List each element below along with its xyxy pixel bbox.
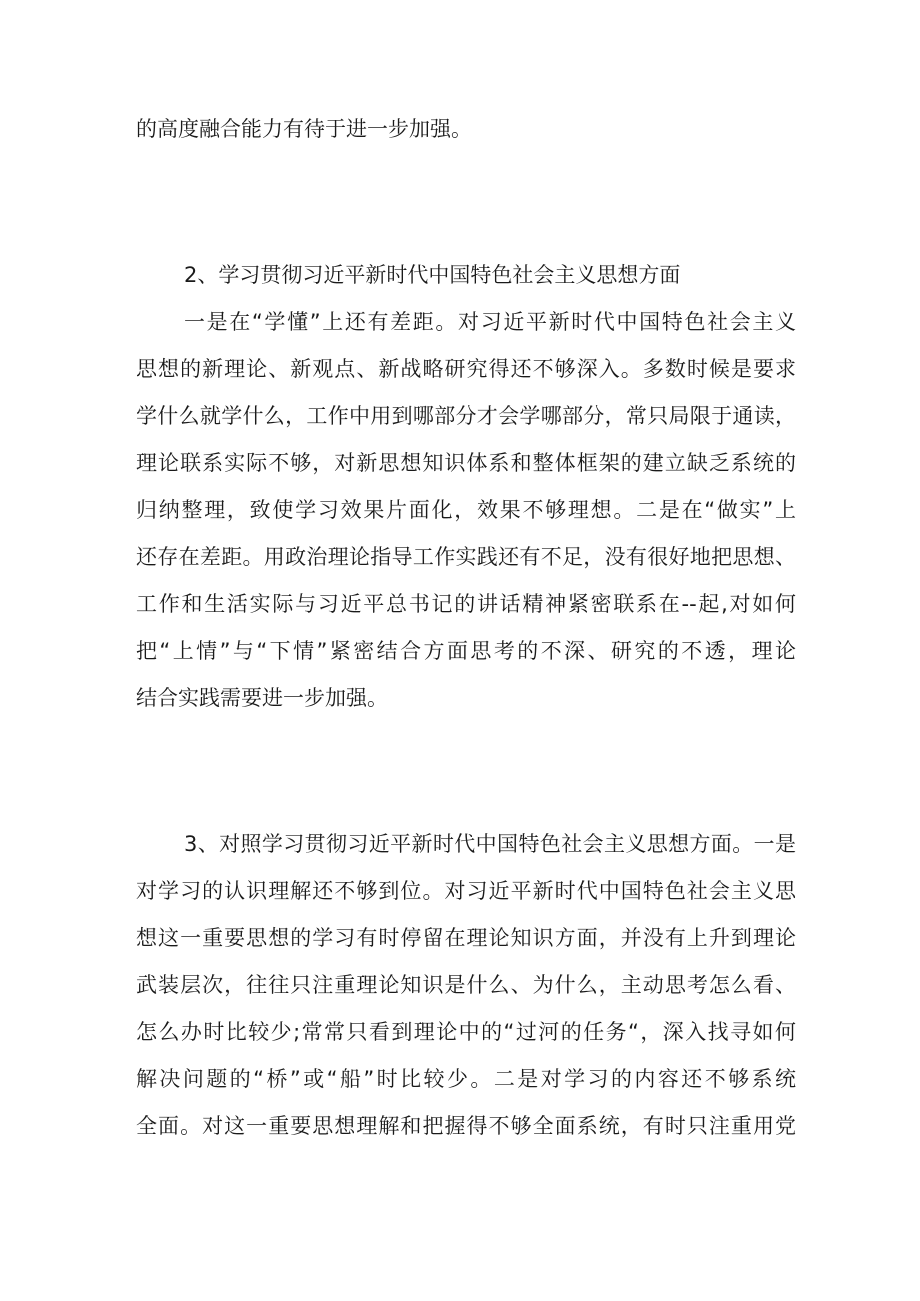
paragraph-line: 3、对照学习贯彻习近平新时代中国特色社会主义思想方面。一是 (184, 832, 796, 856)
paragraph-line: 对学习的认识理解还不够到位。对习近平新时代中国特色社会主义思 (136, 879, 796, 903)
paragraph-line: 理论联系实际不够，对新思想知识体系和整体框架的建立缺乏系统的 (136, 451, 796, 475)
paragraph-line: 把“上情”与“下情”紧密结合方面思考的不深、研究的不透，理论 (136, 639, 796, 663)
paragraph-line: 学什么就学什么，工作中用到哪部分才会学哪部分，常只局限于通读， (136, 404, 796, 428)
paragraph-line: 全面。对这一重要思想理解和把握得不够全面系统，有时只注重用党 (136, 1114, 796, 1138)
paragraph-line: 的高度融合能力有待于进一步加强。 (136, 117, 472, 141)
paragraph-line: 一是在“学懂”上还有差距。对习近平新时代中国特色社会主义 (184, 310, 796, 334)
paragraph-line: 武装层次，往往只注重理论知识是什么、为什么，主动思考怎么看、 (136, 973, 796, 997)
paragraph-line: 怎么办时比较少;常常只看到理论中的“过河的任务“，深入找寻如何 (136, 1020, 796, 1044)
paragraph-line: 解决问题的“桥”或“船”时比较少。二是对学习的内容还不够系统 (136, 1067, 796, 1091)
paragraph-line: 工作和生活实际与习近平总书记的讲话精神紧密联系在--起,对如何 (136, 592, 796, 616)
paragraph-line: 思想的新理论、新观点、新战略研究得还不够深入。多数时候是要求 (136, 357, 796, 381)
section-heading: 2、学习贯彻习近平新时代中国特色社会主义思想方面 (184, 263, 681, 287)
paragraph-line: 还存在差距。用政治理论指导工作实践还有不足，没有很好地把思想、 (136, 545, 796, 569)
paragraph-line: 结合实践需要进一步加强。 (136, 686, 388, 710)
paragraph-line: 归纳整理，致使学习效果片面化，效果不够理想。二是在“做实”上 (136, 498, 796, 522)
paragraph-line: 想这一重要思想的学习有时停留在理论知识方面，并没有上升到理论 (136, 926, 796, 950)
